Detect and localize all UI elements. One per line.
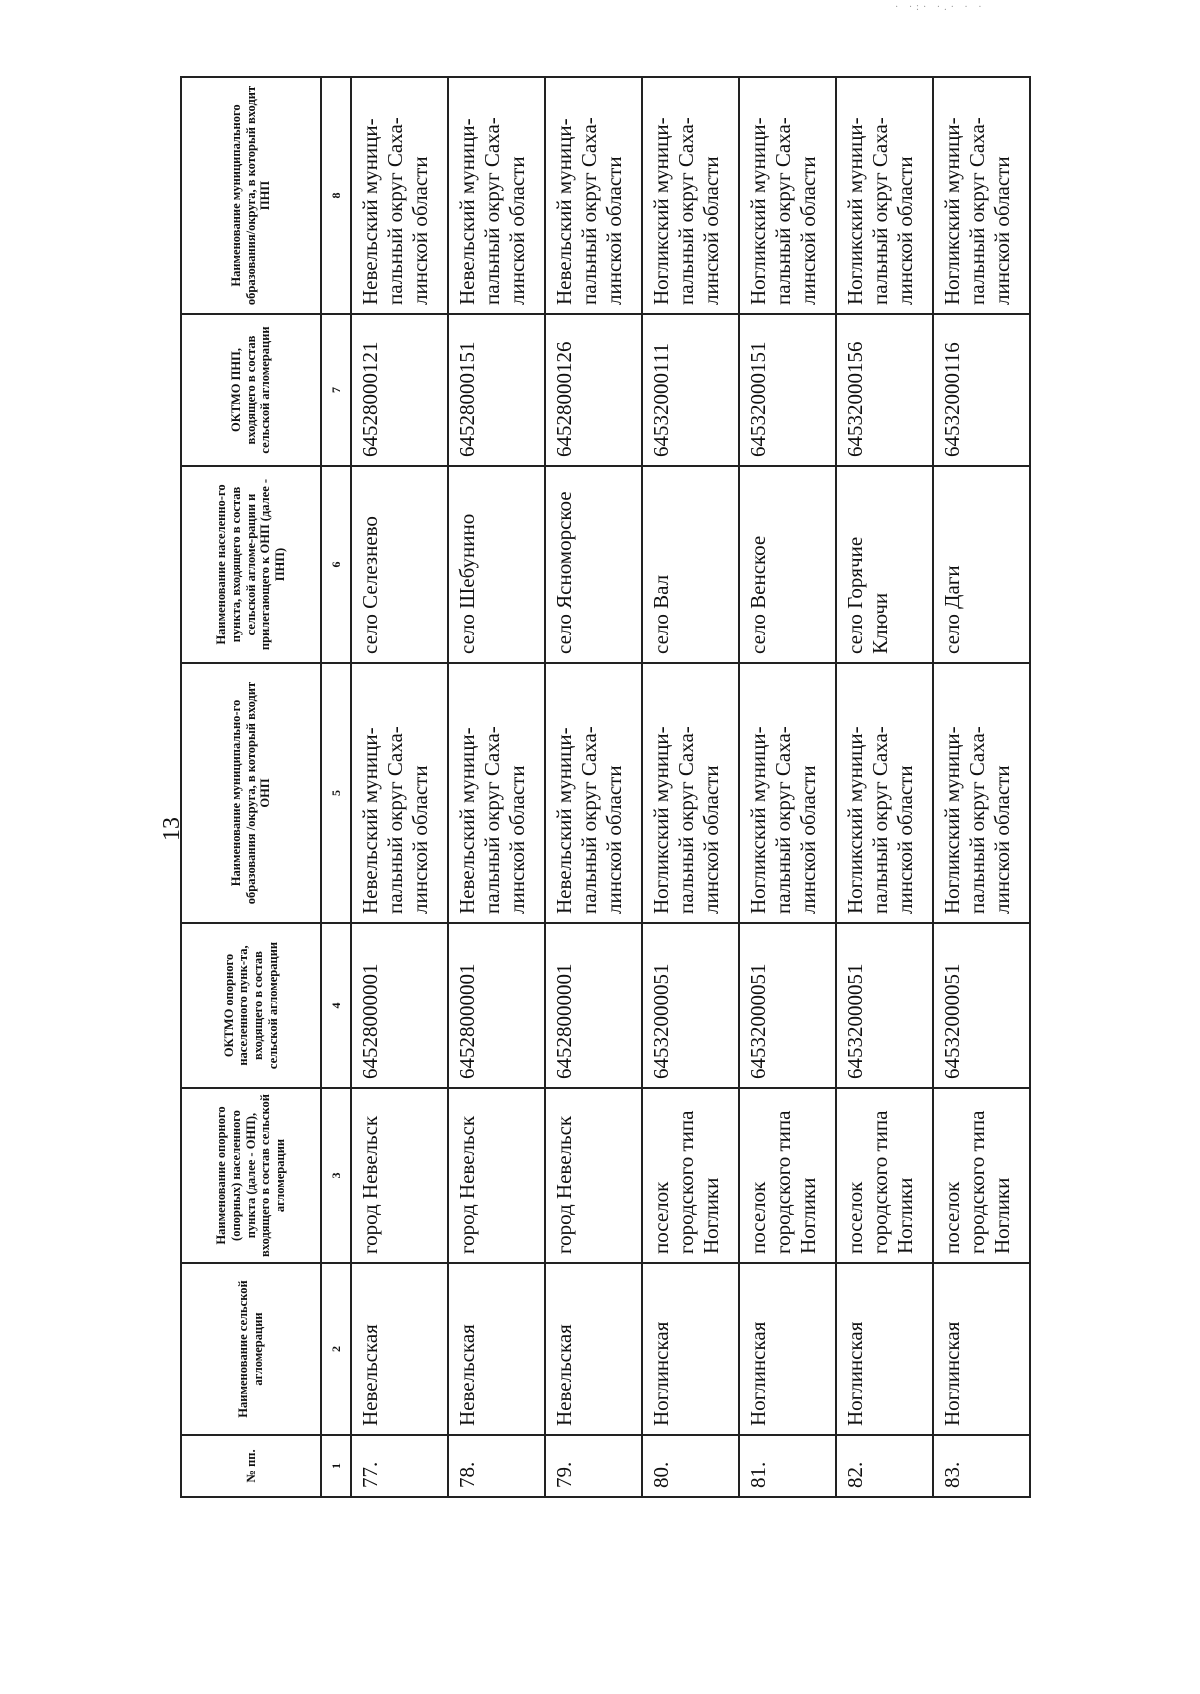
- agglomeration-table: [180, 76, 1031, 1498]
- column-number: 2: [321, 1263, 351, 1435]
- pnp-name: село Горячие Ключи: [836, 466, 933, 663]
- onp-oktmo: 64532000051: [642, 923, 739, 1088]
- onp-municipality: Ногликский муници-пальный округ Саха-линской области: [933, 663, 1030, 923]
- column-number: 8: [321, 77, 351, 314]
- pnp-municipality: Невельский муници-пальный округ Саха-линской области: [448, 77, 545, 314]
- column-number: 5: [321, 663, 351, 923]
- header-pnp-name: Наименование населенно-го пункта, входящего в состав сельской агломе-рации и прилегающего к ОНП (далее - ПНП): [181, 466, 321, 663]
- onp-municipality: Ногликский муници-пальный округ Саха-линской области: [642, 663, 739, 923]
- column-number: 3: [321, 1088, 351, 1263]
- column-number: 6: [321, 466, 351, 663]
- row-number: 80.: [642, 1435, 739, 1497]
- agglomeration-name: Невельская: [545, 1263, 642, 1435]
- pnp-municipality: Ногликский муници-пальный округ Саха-линской области: [739, 77, 836, 314]
- onp-name: город Невельск: [545, 1088, 642, 1263]
- pnp-municipality: Ногликский муници-пальный округ Саха-линской области: [642, 77, 739, 314]
- pnp-name: село Венское: [739, 466, 836, 663]
- onp-name: поселок городского типа Ноглики: [739, 1088, 836, 1263]
- onp-name: город Невельск: [448, 1088, 545, 1263]
- pnp-oktmo: 64528000151: [448, 314, 545, 466]
- onp-municipality: Ногликский муници-пальный округ Саха-линской области: [836, 663, 933, 923]
- onp-oktmo: 64532000051: [739, 923, 836, 1088]
- header-num: № пп.: [181, 1435, 321, 1497]
- agglomeration-name: Ноглинская: [933, 1263, 1030, 1435]
- pnp-municipality: Ногликский муници-пальный округ Саха-линской области: [933, 77, 1030, 314]
- pnp-name: село Даги: [933, 466, 1030, 663]
- pnp-municipality: Ногликский муници-пальный округ Саха-линской области: [836, 77, 933, 314]
- row-number: 78.: [448, 1435, 545, 1497]
- header-pnp-oktmo: ОКТМО ПНП, входящего в состав сельской агломерации: [181, 314, 321, 466]
- table-row: [545, 77, 642, 1497]
- onp-oktmo: 64532000051: [933, 923, 1030, 1088]
- agglomeration-name: Невельская: [351, 1263, 448, 1435]
- agglomeration-name: Ноглинская: [642, 1263, 739, 1435]
- table-row: [933, 77, 1030, 1497]
- table-row: [739, 77, 836, 1497]
- table-header-row: [181, 77, 321, 1497]
- onp-municipality: Ногликский муници-пальный округ Саха-линской области: [739, 663, 836, 923]
- header-onp-name: Наименование опорного (опорных) населенного пункта (далее - ОНП), входящего в состав сельской агломерации: [181, 1088, 321, 1263]
- onp-oktmo: 64532000051: [836, 923, 933, 1088]
- row-number: 79.: [545, 1435, 642, 1497]
- onp-name: поселок городского типа Ноглики: [933, 1088, 1030, 1263]
- row-number: 82.: [836, 1435, 933, 1497]
- onp-municipality: Невельский муници-пальный округ Саха-линской области: [448, 663, 545, 923]
- column-number: 4: [321, 923, 351, 1088]
- pnp-oktmo: 64532000111: [642, 314, 739, 466]
- pnp-name: село Шебунино: [448, 466, 545, 663]
- scan-artifact: · ·:· ·.· · ·: [895, 2, 986, 13]
- onp-name: поселок городского типа Ноглики: [836, 1088, 933, 1263]
- header-agglomeration: Наименование сельской агломерации: [181, 1263, 321, 1435]
- pnp-name: село Вал: [642, 466, 739, 663]
- pnp-oktmo: 64528000126: [545, 314, 642, 466]
- column-number: 7: [321, 314, 351, 466]
- header-onp-municipality: Наименование муниципально-го образования /округа, в который входит ОНП: [181, 663, 321, 923]
- row-number: 77.: [351, 1435, 448, 1497]
- pnp-municipality: Невельский муници-пальный округ Саха-линской области: [351, 77, 448, 314]
- table-row: [642, 77, 739, 1497]
- agglomeration-name: Невельская: [448, 1263, 545, 1435]
- table-row: [448, 77, 545, 1497]
- column-number-row: [321, 77, 351, 1497]
- onp-municipality: Невельский муници-пальный округ Саха-линской области: [351, 663, 448, 923]
- pnp-oktmo: 64532000151: [739, 314, 836, 466]
- onp-name: поселок городского типа Ноглики: [642, 1088, 739, 1263]
- pnp-oktmo: 64532000156: [836, 314, 933, 466]
- page-number: 13: [159, 817, 185, 841]
- row-number: 83.: [933, 1435, 1030, 1497]
- onp-name: город Невельск: [351, 1088, 448, 1263]
- pnp-municipality: Невельский муници-пальный округ Саха-линской области: [545, 77, 642, 314]
- onp-municipality: Невельский муници-пальный округ Саха-линской области: [545, 663, 642, 923]
- header-pnp-municipality: Наименование муниципального образования/округа, в который входит ПНП: [181, 77, 321, 314]
- agglomeration-name: Ноглинская: [836, 1263, 933, 1435]
- pnp-name: село Ясноморское: [545, 466, 642, 663]
- header-onp-oktmo: ОКТМО опорного населенного пунк-та, входящего в состав сельской агломерации: [181, 923, 321, 1088]
- pnp-oktmo: 64532000116: [933, 314, 1030, 466]
- table-row: [836, 77, 933, 1497]
- pnp-oktmo: 64528000121: [351, 314, 448, 466]
- onp-oktmo: 64528000001: [351, 923, 448, 1088]
- onp-oktmo: 64528000001: [448, 923, 545, 1088]
- agglomeration-table-wrapper: [180, 78, 1031, 1498]
- table-body: [351, 77, 1030, 1497]
- agglomeration-name: Ноглинская: [739, 1263, 836, 1435]
- column-number: 1: [321, 1435, 351, 1497]
- onp-oktmo: 64528000001: [545, 923, 642, 1088]
- table-row: [351, 77, 448, 1497]
- row-number: 81.: [739, 1435, 836, 1497]
- pnp-name: село Селезнево: [351, 466, 448, 663]
